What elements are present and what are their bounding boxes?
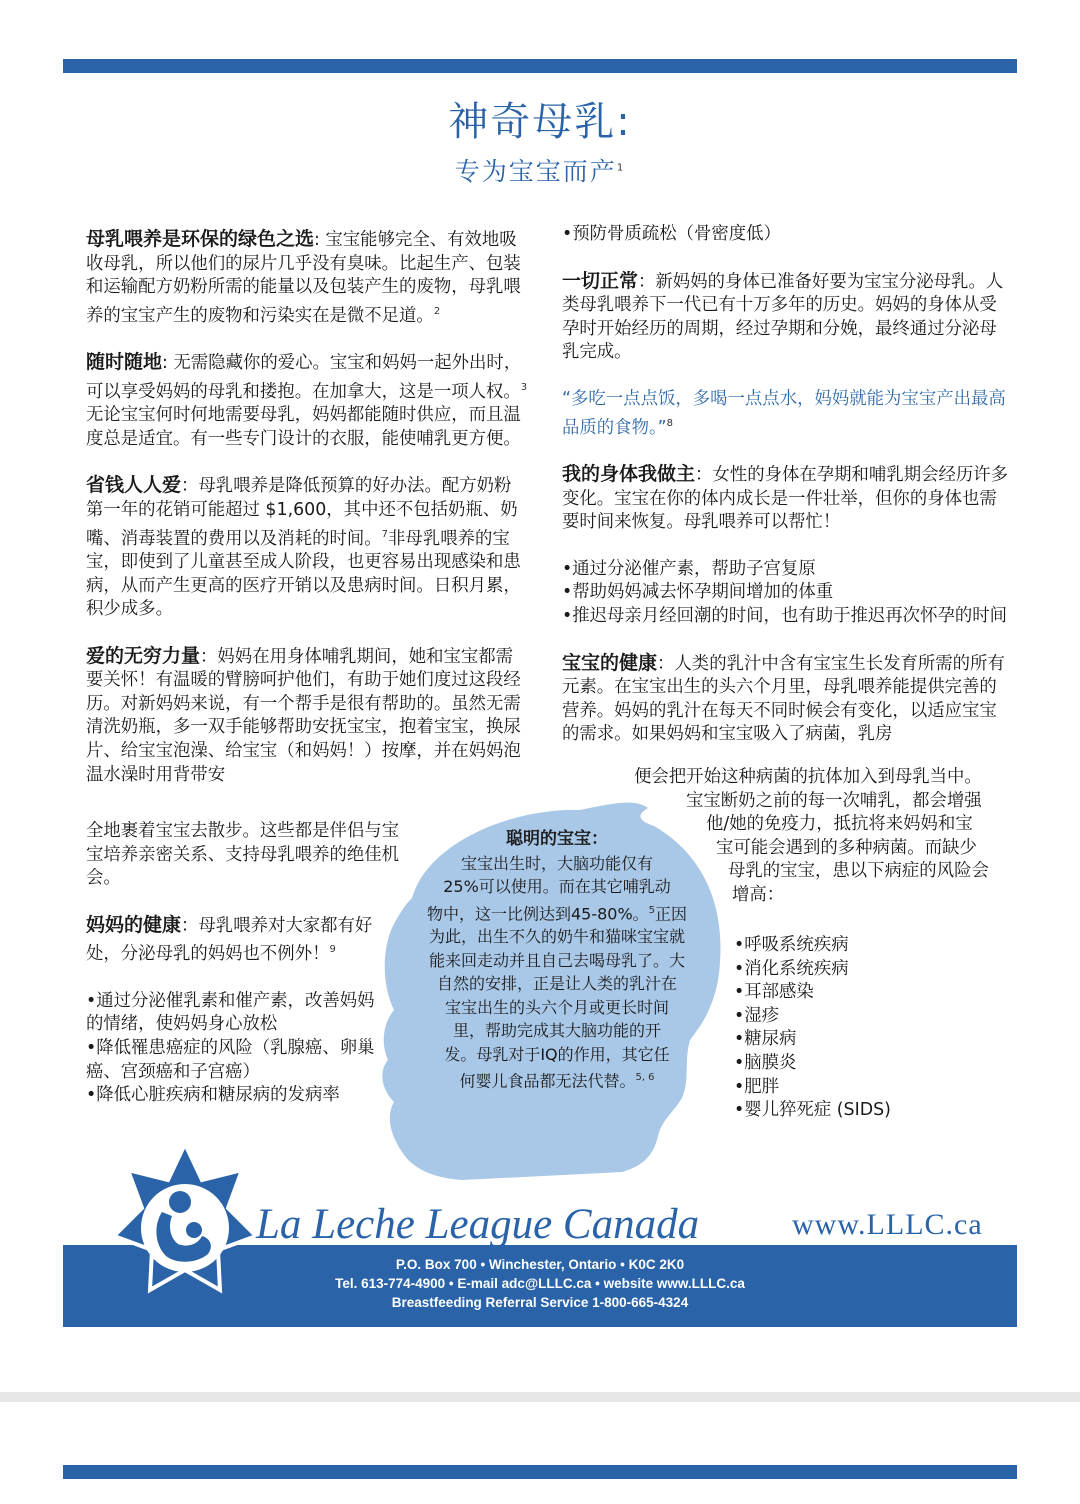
list-item: •通过分泌催乳素和催产素，改善妈妈的情绪，使妈妈身心放松 — [86, 990, 375, 1035]
list-item: •湿疹 — [734, 1005, 780, 1026]
pull-quote — [562, 388, 1014, 440]
quote-text: “多吃一点点饭，多喝一点点水，妈妈就能为宝宝产出最高品质的食物。” — [562, 388, 1006, 438]
section-heading: 母乳喂养是环保的绿色之选 — [86, 228, 315, 250]
footnote-ref: 9 — [329, 944, 336, 956]
top-rule — [63, 59, 1017, 73]
section-environment — [86, 228, 528, 328]
logo-mother-head — [169, 1191, 191, 1213]
brand-name: La Leche League Canada — [256, 1201, 700, 1248]
section-text: : 无需隐藏你的爱心。宝宝和妈妈一起外出时，可以享受妈妈的母乳和搂抱。在加拿大，这是一项人权。 — [86, 353, 522, 402]
footer-phone-email: Tel. 613-774-4900 • E-mail adc@LLLC.ca • website www.LLLC.ca — [335, 1276, 745, 1291]
list-item: •推迟母亲月经回潮的时间，也有助于推迟再次怀孕的时间 — [562, 605, 1008, 626]
footnote-ref: 3 — [520, 381, 528, 393]
list-item: •耳部感染 — [734, 982, 814, 1003]
section-baby-health — [562, 652, 1014, 747]
list-item: •帮助妈妈减去怀孕期间增加的体重 — [562, 582, 834, 603]
footnote-ref: 8 — [666, 417, 674, 429]
section-love — [86, 645, 524, 788]
wrap-line: 宝宝断奶之前的每一次哺乳，都会增强 — [686, 790, 982, 811]
page-title: 神奇母乳: — [448, 99, 632, 145]
subtitle-text: 专为宝宝而产 — [454, 157, 617, 186]
section-text: 非母乳喂养的宝宝，即使到了儿童甚至成人阶段，也更容易出现感染和患病，从而产生更高的医疗开销以及患病时间。日积月累，积少成多。 — [86, 528, 521, 620]
section-text: 无论宝宝何时何地需要母乳，妈妈都能随时供应，而且温度总是适宜。有一些专门设计的衣服，能使哺乳更方便。 — [86, 405, 521, 449]
list-item: •婴儿猝死症 (SIDS) — [734, 1100, 891, 1121]
section-love-cont — [86, 820, 406, 891]
sidebar-line: 自然的安排，正是让人类的乳汁在 — [436, 974, 677, 994]
list-item: •消化系统疾病 — [734, 958, 849, 979]
section-text: ：女性的身体在孕期和哺乳期会经历许多变化。宝宝在你的体内成长是一件壮举，但你的身体也需要时间来恢复。母乳喂养可以帮忙！ — [562, 464, 1009, 533]
footer-address: P.O. Box 700 • Winchester, Ontario • K0C 2K0 — [395, 1257, 685, 1272]
body-benefit-list — [562, 558, 1014, 629]
list-item: •降低心脏疾病和糖尿病的发病率 — [86, 1085, 340, 1106]
sidebar-line — [400, 1066, 714, 1093]
section-text: : 宝宝能够完全、有效地吸收母乳，所以他们的尿片几乎没有臭味。比起生产、包装和运输配方奶粉所需的能量以及包装产生的废物，母乳喂养的宝宝产生的废物和污染实在是微不足道。 — [86, 230, 521, 326]
section-text: 全地裹着宝宝去散步。这些都是伴侣与宝宝培养亲密关系、支持母乳喂养的绝佳机会。 — [86, 821, 400, 889]
sidebar-line: 为此，出生不久的奶牛和猫咪宝宝就 — [428, 927, 685, 947]
left-column-narrow — [86, 820, 406, 1131]
section-anytime — [86, 351, 528, 451]
list-item: •肥胖 — [734, 1076, 780, 1097]
section-heading: 妈妈的健康 — [86, 913, 182, 936]
section-normal — [562, 270, 1014, 365]
section-heading: 省钱人人爱 — [86, 474, 182, 497]
section-text: ：母乳喂养对大家都有好处，分泌母乳的妈妈也不例外！ — [86, 915, 373, 965]
footnote-ref: 7 — [381, 528, 389, 540]
section-heading: 爱的无穷力量 — [86, 644, 201, 667]
smart-baby-sidebar — [400, 828, 714, 1093]
left-column — [86, 228, 528, 787]
page-separator — [0, 1392, 1080, 1402]
sidebar-line-text: 何婴儿食品都无法代替。 — [459, 1071, 636, 1091]
sidebar-line: 宝宝出生的头六个月或更长时间 — [444, 997, 669, 1017]
bottom-rule — [63, 1465, 1017, 1479]
sidebar-line-text: 正因 — [655, 903, 688, 923]
section-text: ：妈妈在用身体哺乳期间，她和宝宝都需要关怀！有温暖的臂膀呵护他们，有助于她们度过这段经历。对新妈妈来说，有一个帮手是很有帮助的。虽然无需清洗奶瓶，多一双手能够帮助安抚宝宝，抱着宝宝，换尿片、给宝宝泡澡、给宝宝（和妈妈！）按摩，并在妈妈泡温水澡时用背带安 — [86, 646, 521, 785]
section-text: ：母乳喂养是降低预算的好办法。配方奶粉第一年的花销可能超过 $1,600，其中还不包括奶瓶、奶嘴、消毒装置的费用以及消耗的时间。 — [86, 476, 518, 549]
section-text: ：人类的乳汁中含有宝宝生长发育所需的所有元素。在宝宝出生的头六个月里，母乳喂养能提供完善的营养。妈妈的乳汁在每天不同时候会有变化，以适应宝宝的需求。如果妈妈和宝宝吸入了病菌，乳房 — [562, 653, 1005, 745]
footnote-ref: 5, 6 — [635, 1072, 655, 1084]
list-item: •脑膜炎 — [734, 1052, 797, 1073]
sidebar-line: 能来回走动并且自己去喝母乳了。大 — [428, 950, 685, 970]
list-item: •呼吸系统疾病 — [734, 935, 849, 955]
disease-list — [734, 934, 1014, 1123]
wrap-line: 宝可能会遇到的多种病菌。而缺少 — [716, 837, 977, 858]
footnote-ref: 5 — [648, 904, 656, 916]
wrap-line: 母乳的宝宝，患以下病症的风险会 — [728, 861, 989, 882]
footer-referral: Breastfeeding Referral Service 1-800-665-4324 — [391, 1295, 689, 1310]
sidebar-line: 里，帮助完成其大脑功能的开 — [452, 1021, 661, 1041]
section-heading: 我的身体我做主 — [562, 462, 696, 485]
section-heading: 宝宝的健康 — [562, 651, 658, 674]
page-subtitle — [0, 152, 1080, 188]
section-heading: 一切正常 — [562, 269, 639, 292]
list-item: •糖尿病 — [734, 1029, 797, 1050]
sidebar-line: 发。母乳对于IQ的作用，其它任 — [444, 1044, 670, 1064]
footer-contact — [63, 1255, 1017, 1312]
bullet-osteoporosis: •预防骨质疏松（骨密度低） — [562, 224, 781, 244]
logo-baby-head — [186, 1222, 202, 1238]
wrap-line: 增高： — [732, 884, 785, 905]
mother-benefit-list — [86, 990, 376, 1108]
list-item: •降低罹患癌症的风险（乳腺癌、卵巢癌、宫颈癌和子宫癌） — [86, 1037, 375, 1082]
wrap-line: 便会把开始这种病菌的抗体加入到母乳当中。 — [634, 767, 982, 787]
sidebar-title: 聪明的宝宝： — [506, 829, 608, 849]
footnote-ref: 2 — [433, 305, 441, 317]
section-my-body — [562, 463, 1014, 535]
sidebar-line: 25%可以使用。而在其它哺乳动 — [443, 877, 671, 896]
wrap-line: 他/她的免疫力，抵抗将来妈妈和宝 — [706, 814, 973, 835]
sidebar-line — [400, 899, 714, 926]
sidebar-line-text: 物中，这一比例达到45-80%。 — [426, 903, 649, 923]
section-text: ：新妈妈的身体已准备好要为宝宝分泌母乳。人类母乳喂养下一代已有十万多年的历史。妈妈的身体从受孕时开始经历的周期，经过孕期和分娩，最终通过分泌母乳完成。 — [562, 271, 1004, 363]
list-item: •通过分泌催产素，帮助子宫复原 — [562, 558, 816, 579]
sidebar-line: 宝宝出生时，大脑功能仅有 — [460, 853, 653, 873]
website-url[interactable]: www.LLLC.ca — [792, 1208, 983, 1241]
right-column — [562, 223, 1014, 747]
section-mother-health — [86, 914, 378, 967]
section-heading: 随时随地 — [86, 351, 163, 374]
subtitle-footnote: 1 — [616, 162, 626, 174]
section-savings — [86, 474, 528, 621]
